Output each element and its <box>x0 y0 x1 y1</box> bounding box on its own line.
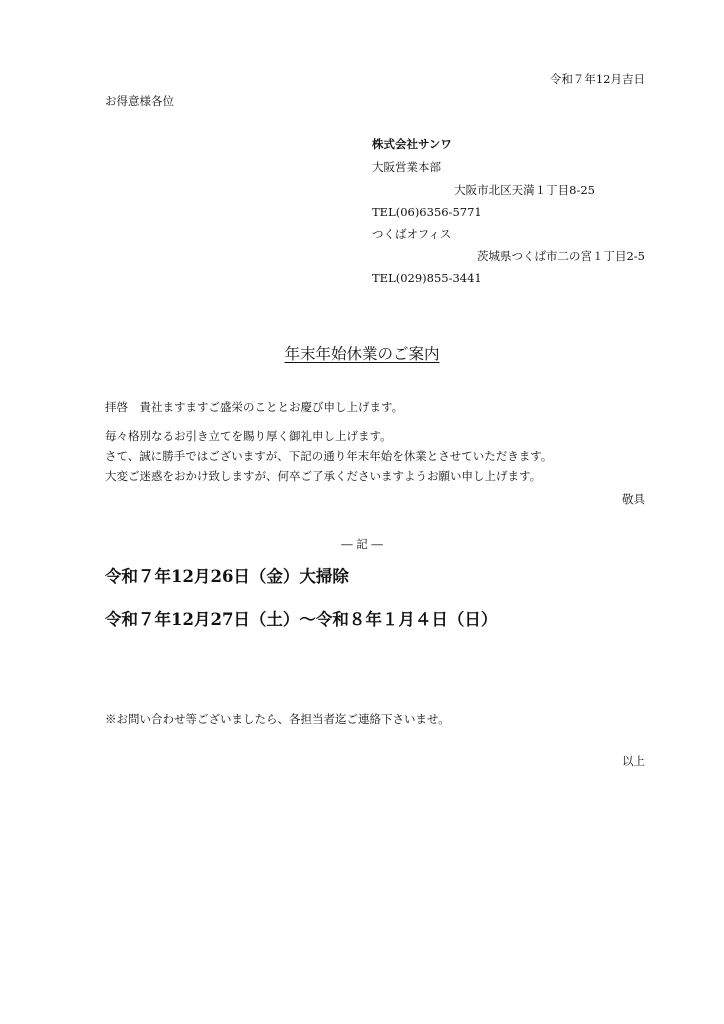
document-title: 年末年始休業のご案内 <box>284 345 440 363</box>
tsukuba-address: 茨城県つくば市二の宮１丁目2-5 <box>476 249 645 263</box>
closing: 敬具 <box>622 492 645 506</box>
addressee: お得意様各位 <box>105 94 174 108</box>
greeting: 拝啓 貴社ますますご盛栄のこととお慶び申し上げます。 <box>105 400 404 414</box>
ki-heading: ― 記 ― <box>341 537 383 551</box>
contact-note: ※お問い合わせ等ございましたら、各担当者迄ご連絡下さいませ。 <box>105 712 450 726</box>
schedule-item: 令和７年12月27日（土）～令和８年１月４日（日） <box>105 610 498 629</box>
body-line: 毎々格別なるお引き立てを賜り厚く御礼申し上げます。 <box>105 429 392 443</box>
tsukuba-tel: TEL(029)855-3441 <box>372 271 482 285</box>
body-line: 大変ご迷惑をおかけ致しますが、何卒ご了承くださいますようお願い申し上げます。 <box>105 469 542 483</box>
end-mark: 以上 <box>622 754 645 768</box>
schedule-item: 令和７年12月26日（金）大掃除 <box>105 567 349 586</box>
osaka-address: 大阪市北区天満１丁目8-25 <box>454 183 595 197</box>
osaka-dept: 大阪営業本部 <box>372 160 441 174</box>
osaka-tel: TEL(06)6356-5771 <box>372 205 482 219</box>
document-date: 令和７年12月吉日 <box>549 72 645 86</box>
tsukuba-office: つくばオフィス <box>372 227 452 241</box>
body-line: さて、誠に勝手ではございますが、下記の通り年末年始を休業とさせていただきます。 <box>105 449 553 463</box>
company-name: 株式会社サンワ <box>372 137 452 151</box>
